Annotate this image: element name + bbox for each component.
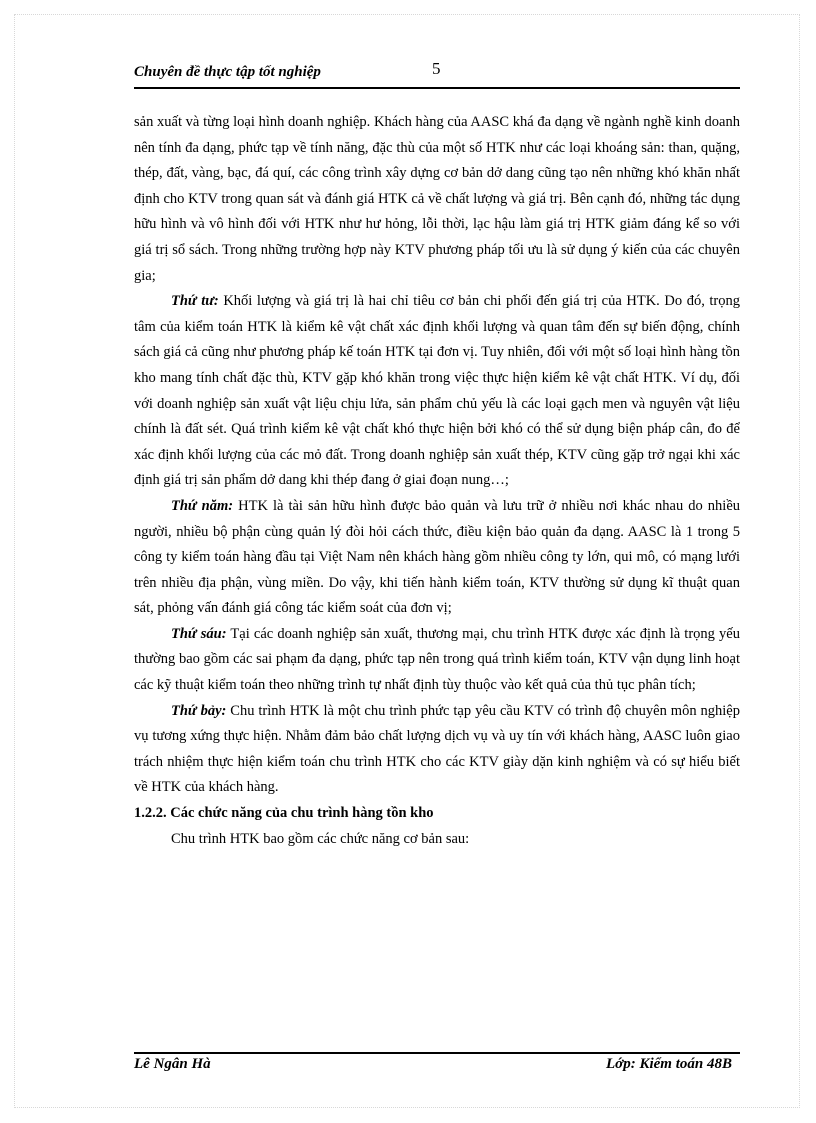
paragraph-text: HTK là tài sản hữu hình được bảo quản và lưu trữ ở nhiều nơi khác nhau do nhiều người, nhiều bộ phận cùng quản lý đòi hỏi cách thức, điều kiện bảo quản đa dạng. AASC là 1 trong 5 công ty kiểm toán hàng đầu tại Việt Nam nên khách hàng gồm nhiều công ty lớn, qui mô, có mạng lưới trên nhiều địa phận, vùng miền. Do vậy, khi tiến hành kiểm toán, KTV thường sử dụng kĩ thuật quan sát, phỏng vấn đánh giá công tác kiểm soát của đơn vị; [134,497,741,617]
body-text [134,110,740,852]
paragraph-thu-nam [134,494,740,622]
paragraph-text: Khối lượng và giá trị là hai chỉ tiêu cơ bản chi phối đến giá trị của HTK. Do đó, trọng tâm của kiểm toán HTK là kiểm kê vật chất xác định khối lượng và quan tâm đến sự biến động, chính sách giá cả cũng như phương pháp kế toán HTK tại đơn vị. Tuy nhiên, đối với một số loại hình hàng tồn kho mang tính chất đặc thù, KTV gặp khó khăn trong việc thực hiện kiểm kê vật chất HTK. Ví dụ, đối với doanh nghiệp sản xuất vật liệu chịu lửa, sản phẩm chủ yếu là các loại gạch men và nguyên vật liệu chính là đất sét. Quá trình kiểm kê vật chất khó thực hiện bởi khó có thể sử dụng biện pháp cân, đo để xác định khối lượng của các mỏ đất. Trong doanh nghiệp sản xuất thép, KTV cũng gặp trở ngại khi xác định giá trị sản phẩm dở dang khi thép đang ở giai đoạn nung…; [134,293,741,489]
page-number: 5 [432,59,441,78]
paragraph-lead: Thứ năm: [171,497,234,514]
section-heading: 1.2.2. Các chức năng của chu trình hàng tồn kho [134,805,434,822]
paragraph-thu-sau [134,622,740,699]
paragraph-continuation [134,110,740,289]
page-header [134,59,740,86]
footer-author: Lê Ngân Hà [134,1056,211,1072]
header-title: Chuyên đề thực tập tốt nghiệp [134,64,321,80]
paragraph-text: Chu trình HTK là một chu trình phức tạp yêu cầu KTV có trình độ chuyên môn nghiệp vụ tương xứng thực hiện. Nhằm đảm bảo chất lượng dịch vụ và uy tín với khách hàng, AASC luôn giao trách nhiệm thực hiện kiểm toán chu trình HTK cho các KTV giày dặn kinh nghiệm và có sự hiểu biết về HTK của khách hàng. [134,702,740,796]
paragraph-text: Tại các doanh nghiệp sản xuất, thương mại, chu trình HTK được xác định là trọng yếu thường bao gồm các sai phạm đa dạng, phức tạp nên trong quá trình kiểm toán, KTV vận dụng linh hoạt các kỹ thuật kiểm toán theo những trình tự nhất định tùy thuộc vào kết quả của thủ tục phân tích; [134,625,740,694]
footer-rule [134,1052,740,1054]
footer-class: Lớp: Kiểm toán 48B [606,1056,732,1072]
section-intro: Chu trình HTK bao gồm các chức năng cơ bản sau: [171,830,470,847]
paragraph-text: sản xuất và từng loại hình doanh nghiệp. Khách hàng của AASC khá đa dạng về ngành nghề kinh doanh nên tính đa dạng, phức tạp về tính năng, đặc thù của một số HTK như các loại khoáng sản: than, quặng, thép, đất, vàng, bạc, đá quí, các công trình xây dựng cơ bản dở dang cũng tạo nên những khó khăn nhất định cho KTV trong quan sát và đánh giá HTK cả về chất lượng và giá trị. Bên cạnh đó, những tác dụng hữu hình và vô hình đối với HTK như hư hỏng, lỗi thời, lạc hậu làm giá trị HTK giảm đáng kể so với giá trị sổ sách. Trong những trường hợp này KTV phương pháp tối ưu là sử dụng ý kiến của các chuyên gia; [134,114,740,284]
paragraph-thu-tu [134,289,740,494]
paragraph-lead: Thứ tư: [171,293,219,310]
header-rule [134,87,740,89]
paragraph-thu-bay [134,699,740,801]
paragraph-lead: Thứ bảy: [171,702,227,719]
paragraph-lead: Thứ sáu: [171,625,227,642]
